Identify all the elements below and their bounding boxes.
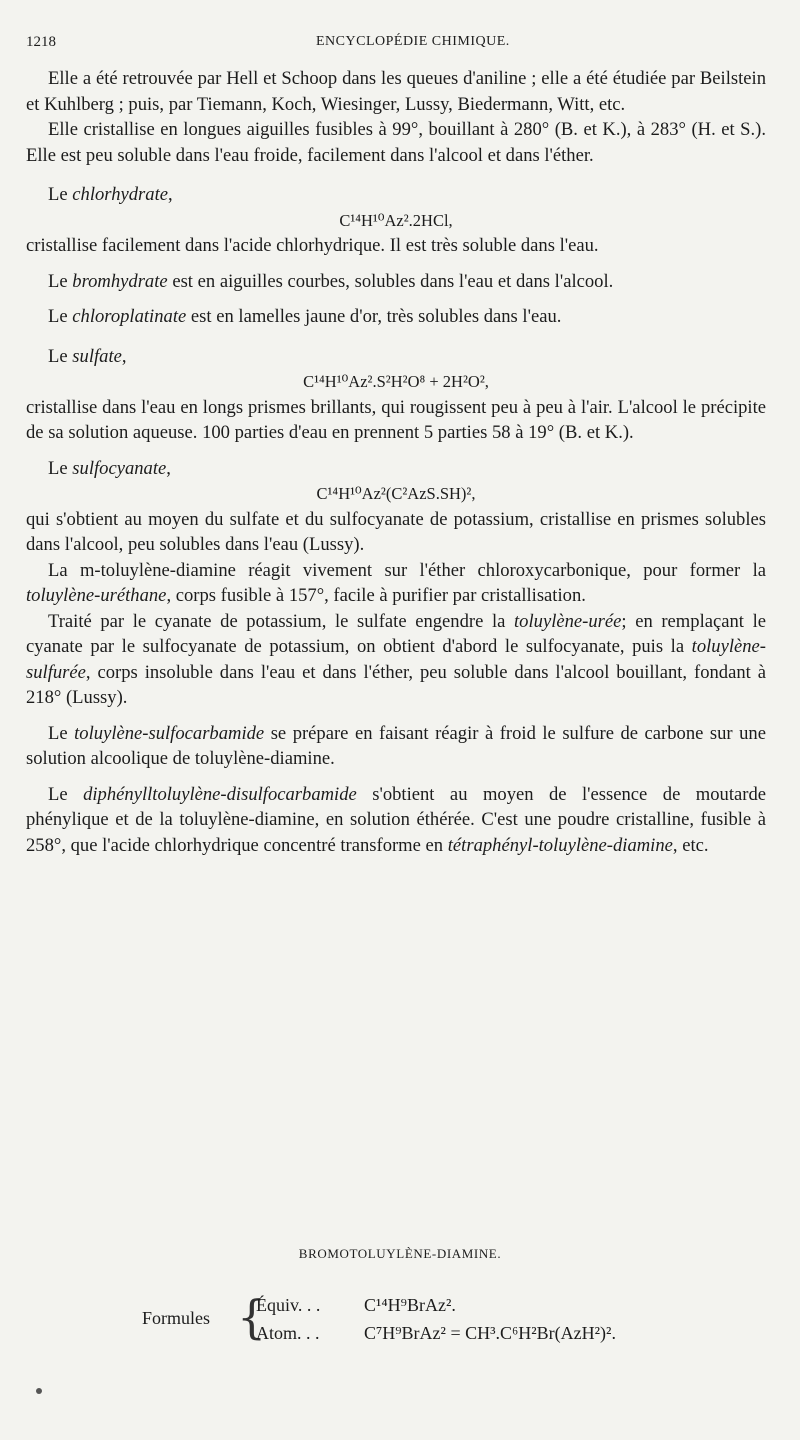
sulfate-text: cristallise dans l'eau en longs prismes brillants, qui rougissent peu à peu à l'air. L'alcool le précipite de sa solution aqueuse. 100 parties d'eau en prennent 5 parties 58 à 19° (B. et K.). xyxy=(26,396,766,443)
urethane-paragraph: La m-toluylène-diamine réagit vivement sur l'éther chloroxycarbonique, pour former la toluylène-uréthane, corps fusible à 157°, facile à purifier par cristallisation. xyxy=(26,559,766,606)
brace-glyph: { xyxy=(237,1290,267,1344)
formula-row-label: Équiv. . . xyxy=(256,1295,321,1315)
formula-row-value: C⁷H⁹BrAz² = CH³.C⁶H²Br(AzH²)². xyxy=(364,1323,616,1343)
disulfocarbamide-paragraph: Le diphénylltoluylène-disulfocarbamide s'obtient au moyen de l'essence de moutarde phénylique et de la toluylène-diamine, en solution éthérée. C'est une poudre cristalline, fusible à 258°, que l'acide chlorhydrique concentré transforme en tétraphényl-toluylène-diamine, etc. xyxy=(26,783,766,856)
bromhydrate-term: bromhydrate xyxy=(72,270,168,292)
formula-row-value: C¹⁴H⁹BrAz². xyxy=(364,1295,456,1315)
paragraph-history: Elle a été retrouvée par Hell et Schoop dans les queues d'aniline ; elle a été étudiée par Beilstein et Kuhlberg ; puis, par Tiemann, Koch, Wiesinger, Lussy, Biedermann, Witt, etc. xyxy=(26,68,766,115)
sulfocyanate-formula: C¹⁴H¹⁰Az²(C²AzS.SH)², xyxy=(316,484,476,503)
disulfocarbamide-term: diphénylltoluylène-disulfocarbamide xyxy=(83,783,357,805)
formula-row-label: Atom. . . xyxy=(256,1323,320,1343)
chloroplatinate-term: chloroplatinate xyxy=(72,306,187,327)
chlorhydrate-text: cristallise facilement dans l'acide chlorhydrique. Il est très soluble dans l'eau. xyxy=(26,235,599,256)
urethane-term: toluylène-uréthane xyxy=(26,585,167,606)
sulfocarbamide-paragraph: Le toluylène-sulfocarbamide se prépare en faisant réagir à froid le sulfure de carbone sur une solution alcoolique de toluylène-diamine. xyxy=(26,722,766,769)
sulfocyanate-intro: Le sulfocyanate, xyxy=(48,457,171,479)
bromhydrate-paragraph: Le bromhydrate est en aiguilles courbes, solubles dans l'eau et dans l'alcool. xyxy=(48,270,614,292)
body-text xyxy=(26,66,766,858)
sulfocyanate-text: qui s'obtient au moyen du sulfate et du sulfocyanate de potassium, cristallise en prismes solubles dans l'alcool, peu solubles dans l'eau (Lussy). xyxy=(26,508,766,555)
sulfocarbamide-term: toluylène-sulfocarbamide xyxy=(74,722,265,744)
sulfuree-term: toluylène-sulfurée xyxy=(26,636,766,683)
running-title: ENCYCLOPÉDIE CHIMIQUE. xyxy=(316,34,510,49)
tetraphenyl-term: tétraphényl-toluylène-diamine xyxy=(447,834,673,856)
sulfate-term: sulfate xyxy=(72,345,122,367)
sulfate-formula: C¹⁴H¹⁰Az².S²H²O⁸ + 2H²O², xyxy=(303,372,489,391)
chlorhydrate-intro: Le chlorhydrate, xyxy=(48,184,173,205)
page-number: 1218 xyxy=(26,34,56,50)
chloroplatinate-paragraph: Le chloroplatinate est en lamelles jaune d'or, très solubles dans l'eau. xyxy=(48,306,562,327)
ink-spot xyxy=(36,1388,42,1394)
section-title: BROMOTOLUYLÈNE-DIAMINE. xyxy=(298,1246,502,1261)
paragraph-properties: Elle cristallise en longues aiguilles fusibles à 99°, bouillant à 280° (B. et K.), à 283° (H. et S.). Elle est peu soluble dans l'eau froide, facilement dans l'alcool et dans l'éther. xyxy=(26,119,766,166)
formulas-label: Formules xyxy=(142,1308,211,1328)
formula-row-equiv xyxy=(256,1292,456,1318)
sulfate-intro: Le sulfate, xyxy=(48,345,127,367)
chlorhydrate-formula: C¹⁴H¹⁰Az².2HCl, xyxy=(339,210,453,230)
formula-row-atom xyxy=(256,1320,616,1346)
page-header xyxy=(26,34,766,58)
sulfocyanate-term: sulfocyanate xyxy=(72,457,167,479)
uree-paragraph: Traité par le cyanate de potassium, le sulfate engendre la toluylène-urée; en remplaçant le cyanate par le sulfocyanate de potassium, on obtient d'abord le sulfocyanate, puis la toluylène-sulfurée, corps insoluble dans l'eau et dans l'éther, peu soluble dans l'alcool bouillant, fondant à 218° (Lussy). xyxy=(26,610,766,708)
chlorhydrate-term: chlorhydrate xyxy=(72,184,168,205)
uree-term: toluylène-urée xyxy=(514,610,622,632)
